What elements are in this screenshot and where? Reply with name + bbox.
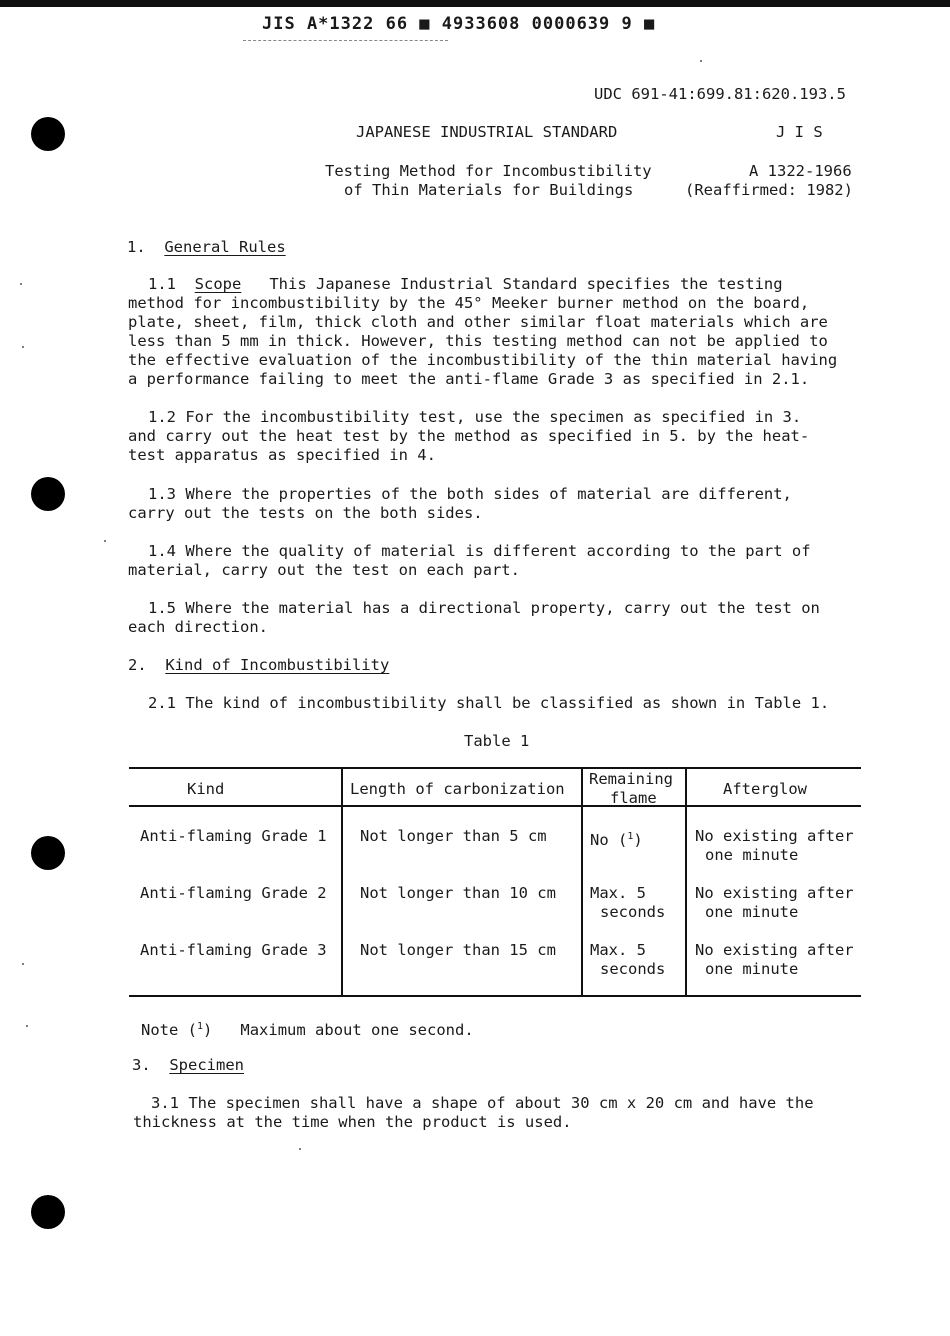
scan-speck <box>22 346 24 348</box>
row-afterglow-cont: one minute <box>705 903 799 921</box>
text-line: 3.1 The specimen shall have a shape of about 30 cm x 20 cm and have the <box>151 1094 814 1112</box>
clause-1-1-first-line <box>148 275 783 295</box>
reaffirmed-date: (Reaffirmed: 1982) <box>685 181 853 199</box>
standard-number: A 1322-1966 <box>749 162 852 180</box>
punch-hole <box>31 117 65 151</box>
scan-speck <box>20 283 22 285</box>
title-line-2: of Thin Materials for Buildings <box>344 181 634 199</box>
row-length: Not longer than 5 cm <box>360 827 547 845</box>
punch-hole <box>31 477 65 511</box>
row-length: Not longer than 10 cm <box>360 884 556 902</box>
scan-speck <box>700 60 702 62</box>
table-column-rule <box>581 767 583 997</box>
row-afterglow: No existing after <box>695 941 854 959</box>
text-line: 1.4 Where the quality of material is different according to the part of <box>148 542 811 560</box>
flame-close: ) <box>633 831 643 849</box>
note-text: Maximum about one second. <box>240 1021 474 1039</box>
row-kind: Anti-flaming Grade 3 <box>140 941 327 959</box>
text-line: and carry out the heat test by the method as specified in 5. by the heat- <box>128 427 810 445</box>
text-line: less than 5 mm in thick. However, this testing method can not be applied to <box>128 332 828 350</box>
scan-speck <box>22 963 24 965</box>
row-flame-cont: seconds <box>600 960 666 978</box>
scan-speck <box>299 1148 301 1150</box>
text-line: 1.3 Where the properties of the both sides of material are different, <box>148 485 792 503</box>
table-header-rule <box>129 805 861 807</box>
scan-speck <box>26 1025 28 1027</box>
section-title: Specimen <box>169 1056 244 1074</box>
flame-text: No ( <box>590 831 628 849</box>
section-3-heading <box>132 1056 244 1076</box>
section-title: General Rules <box>164 238 286 256</box>
standard-name: JAPANESE INDUSTRIAL STANDARD <box>356 123 618 141</box>
clause-number: 1.1 <box>148 275 176 293</box>
table-column-rule <box>685 767 687 997</box>
section-2-heading <box>128 656 389 676</box>
row-afterglow: No existing after <box>695 827 854 845</box>
text-line: each direction. <box>128 618 268 636</box>
text-line: plate, sheet, film, thick cloth and other similar float materials which are <box>128 313 828 331</box>
udc-code: UDC 691-41:699.81:620.193.5 <box>594 85 846 103</box>
scan-top-border <box>0 0 950 7</box>
section-title: Kind of Incombustibility <box>165 656 390 674</box>
row-kind: Anti-flaming Grade 2 <box>140 884 327 902</box>
text-line: 1.5 Where the material has a directional property, carry out the test on <box>148 599 820 617</box>
header-flame: flame <box>610 789 657 807</box>
header-length: Length of carbonization <box>350 780 565 798</box>
table-note <box>141 1017 474 1041</box>
punch-hole <box>31 1195 65 1229</box>
punch-hole <box>31 836 65 870</box>
scan-speck <box>104 540 106 542</box>
row-flame: Max. 5 <box>590 941 646 959</box>
text-line: method for incombustibility by the 45° Meeker burner method on the board, <box>128 294 810 312</box>
text-line: a performance failing to meet the anti-flame Grade 3 as specified in 2.1. <box>128 370 810 388</box>
row-afterglow-cont: one minute <box>705 960 799 978</box>
text-line: test apparatus as specified in 4. <box>128 446 436 464</box>
row-afterglow: No existing after <box>695 884 854 902</box>
text-line: the effective evaluation of the incombustibility of the thin material having <box>128 351 838 369</box>
text-line: 1.2 For the incombustibility test, use the specimen as specified in 3. <box>148 408 802 426</box>
row-afterglow-cont: one minute <box>705 846 799 864</box>
header-remaining: Remaining <box>589 770 673 788</box>
clause-heading: Scope <box>194 275 242 293</box>
text-line: material, carry out the test on each part. <box>128 561 520 579</box>
table-column-rule <box>341 767 343 997</box>
footnote-ref: 1 <box>197 1021 204 1032</box>
table-top-rule <box>129 767 861 769</box>
table-caption: Table 1 <box>464 732 530 750</box>
section-number: 1. <box>127 238 146 256</box>
footnote-ref: 1 <box>627 831 634 842</box>
header-afterglow: Afterglow <box>723 780 807 798</box>
text-line: thickness at the time when the product is used. <box>133 1113 572 1131</box>
barcode-strip: JIS A*1322 66 ■ 4933608 0000639 9 ■ <box>262 14 656 34</box>
row-kind: Anti-flaming Grade 1 <box>140 827 327 845</box>
header-kind: Kind <box>187 780 225 798</box>
note-close: ) <box>203 1021 213 1039</box>
row-flame-cont: seconds <box>600 903 666 921</box>
section-number: 2. <box>128 656 147 674</box>
section-number: 3. <box>132 1056 151 1074</box>
row-flame: Max. 5 <box>590 884 646 902</box>
text-line: 2.1 The kind of incombustibility shall be classified as shown in Table 1. <box>148 694 830 712</box>
row-length: Not longer than 15 cm <box>360 941 556 959</box>
barcode-underline <box>243 40 448 41</box>
jis-mark: J I S <box>776 123 823 141</box>
title-line-1: Testing Method for Incombustibility <box>325 162 652 180</box>
text-line: carry out the tests on the both sides. <box>128 504 483 522</box>
note-label: Note ( <box>141 1021 197 1039</box>
section-1-heading <box>127 238 286 258</box>
row-flame <box>590 827 643 850</box>
clause-text: This Japanese Industrial Standard specifies the testing <box>269 275 783 293</box>
table-bottom-rule <box>129 995 861 997</box>
